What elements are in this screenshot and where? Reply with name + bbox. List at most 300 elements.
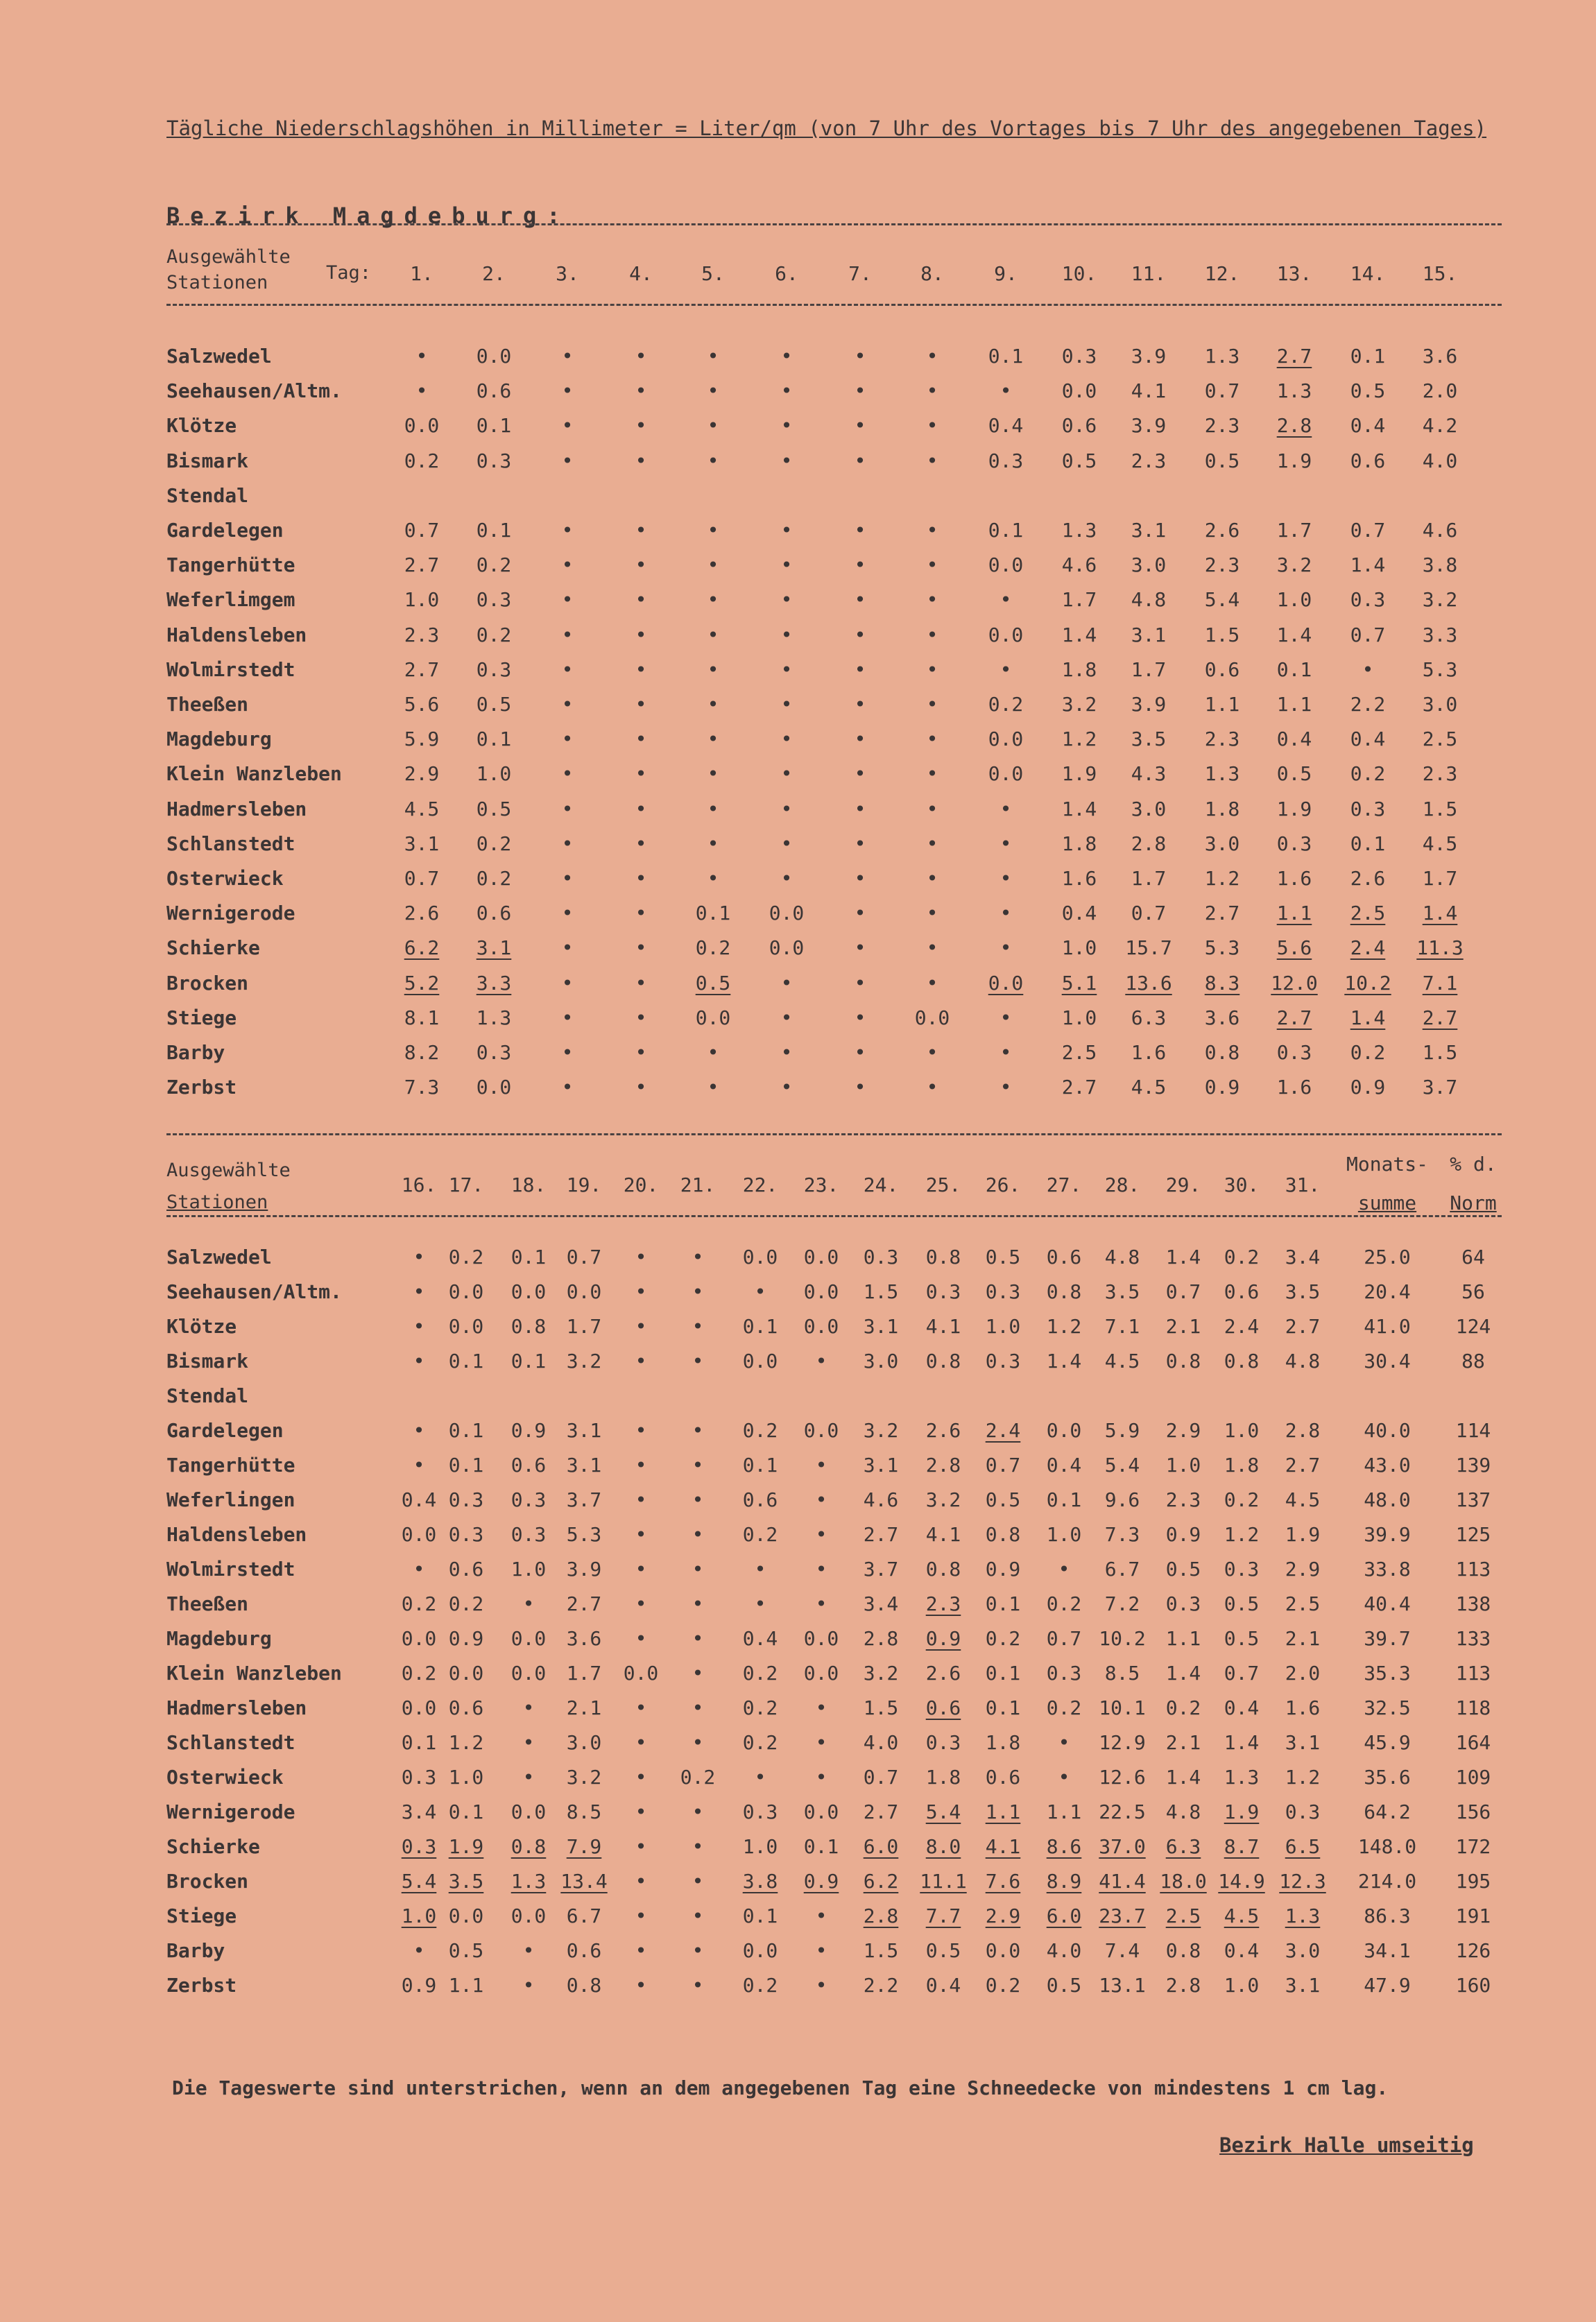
table-cell: 0.7 xyxy=(1350,519,1386,542)
table-cell: 1.9 xyxy=(1276,449,1312,472)
table-cell: 0.0 xyxy=(803,1315,839,1338)
table-cell: • xyxy=(635,902,647,925)
table-cell: 0.0 xyxy=(404,414,440,437)
table-cell: • xyxy=(780,624,793,646)
table-cell: 0.1 xyxy=(742,1315,778,1338)
table-cell: • xyxy=(692,1627,704,1650)
table-cell: • xyxy=(780,345,793,368)
table-cell: • xyxy=(561,519,574,542)
table-cell: • xyxy=(635,1454,647,1477)
station-name: Osterwieck xyxy=(166,1766,284,1789)
table-cell: 126 xyxy=(1455,1939,1491,1962)
table-cell: 0.4 xyxy=(1046,1454,1082,1477)
table-cell: 0.3 xyxy=(476,588,512,611)
table-cell: • xyxy=(561,972,574,995)
table-cell: • xyxy=(635,345,647,368)
table-cell: 6.3 xyxy=(1131,1006,1167,1029)
table-cell: • xyxy=(692,1662,704,1685)
table-cell: 6.2 xyxy=(863,1870,899,1893)
table-cell: 1.1 xyxy=(1276,693,1312,716)
table-cell: • xyxy=(926,449,938,472)
table-cell: 0.0 xyxy=(803,1662,839,1685)
table-cell: • xyxy=(854,902,866,925)
table-cell: 1.4 xyxy=(1165,1766,1201,1789)
table-cell: • xyxy=(780,658,793,681)
table-cell: 2.6 xyxy=(925,1419,961,1442)
table-cell: 2.3 xyxy=(1165,1488,1201,1511)
table-cell: • xyxy=(561,728,574,750)
table-cell: • xyxy=(635,414,647,437)
table-cell: 3.9 xyxy=(1131,693,1167,716)
table-cell: 109 xyxy=(1455,1766,1491,1789)
station-name: Salzwedel xyxy=(166,345,272,368)
table-cell: 0.1 xyxy=(476,519,512,542)
table-cell: • xyxy=(635,1627,647,1650)
header-day: 5. xyxy=(701,262,725,285)
table-cell: • xyxy=(780,588,793,611)
table-cell: 113 xyxy=(1455,1558,1491,1581)
table-cell: 1.1 xyxy=(1276,902,1312,925)
table-cell: • xyxy=(926,972,938,995)
table-cell: • xyxy=(926,798,938,820)
table-cell: 88 xyxy=(1461,1350,1485,1373)
header-day: 24. xyxy=(863,1173,899,1196)
table-cell: 0.1 xyxy=(510,1246,547,1268)
table-cell: 4.5 xyxy=(1131,1076,1167,1099)
table-cell: • xyxy=(692,1315,704,1338)
table-cell: 5.3 xyxy=(1422,658,1458,681)
table-cell: • xyxy=(707,449,719,472)
table-cell: 6.2 xyxy=(404,936,440,959)
table-cell: • xyxy=(854,728,866,750)
header-norm-label: Norm xyxy=(1450,1192,1497,1214)
table-cell: • xyxy=(815,1974,827,1997)
table-cell: 0.7 xyxy=(1046,1627,1082,1650)
table-cell: • xyxy=(854,867,866,890)
table-cell: 0.7 xyxy=(985,1454,1021,1477)
table-cell: 0.1 xyxy=(988,519,1024,542)
table-cell: 3.2 xyxy=(863,1419,899,1442)
table-cell: • xyxy=(692,1974,704,1997)
table-cell: 2.8 xyxy=(1285,1419,1321,1442)
table-cell: 3.2 xyxy=(1422,588,1458,611)
table-cell: 45.9 xyxy=(1364,1731,1411,1754)
table-cell: 1.8 xyxy=(1061,658,1097,681)
table-cell: 1.3 xyxy=(1204,345,1240,368)
table-cell: 0.6 xyxy=(742,1488,778,1511)
table-cell: 0.3 xyxy=(863,1246,899,1268)
station-name: Theeßen xyxy=(166,693,249,716)
table-cell: 0.0 xyxy=(510,1280,547,1303)
header-day: 30. xyxy=(1224,1173,1260,1196)
table-cell: 37.0 xyxy=(1099,1835,1146,1858)
table-cell: 3.9 xyxy=(1131,414,1167,437)
table-cell: 0.3 xyxy=(510,1523,547,1546)
station-name: Gardelegen xyxy=(166,519,284,542)
table-cell: • xyxy=(815,1454,827,1477)
table-cell: 3.4 xyxy=(863,1592,899,1615)
table-cell: 3.2 xyxy=(1276,553,1312,576)
table-cell: 5.4 xyxy=(1204,588,1240,611)
table-cell: 0.1 xyxy=(448,1454,484,1477)
table-cell: 4.0 xyxy=(1422,449,1458,472)
table-cell: 0.5 xyxy=(985,1488,1021,1511)
table-cell: • xyxy=(692,1939,704,1962)
table-cell: 4.8 xyxy=(1285,1350,1321,1373)
table-cell: 0.5 xyxy=(1224,1592,1260,1615)
station-name: Klötze xyxy=(166,1315,237,1338)
table-cell: 0.8 xyxy=(1165,1350,1201,1373)
header-day: 25. xyxy=(925,1173,961,1196)
table-cell: • xyxy=(854,1006,866,1029)
table-cell: • xyxy=(522,1696,535,1719)
table-cell: 1.6 xyxy=(1276,1076,1312,1099)
table-cell: 1.4 xyxy=(1224,1731,1260,1754)
table-cell: • xyxy=(815,1731,827,1754)
table-cell: • xyxy=(561,1006,574,1029)
table-cell: 5.6 xyxy=(1276,936,1312,959)
table-cell: 0.0 xyxy=(769,902,805,925)
table-cell: 0.1 xyxy=(985,1592,1021,1615)
table-cell: 0.1 xyxy=(510,1350,547,1373)
table-cell: • xyxy=(692,1731,704,1754)
table-cell: 0.6 xyxy=(566,1939,602,1962)
table-cell: 1.7 xyxy=(1131,867,1167,890)
station-name: Brocken xyxy=(166,972,249,995)
page-title: Tägliche Niederschlagshöhen in Millimeter = Liter/qm (von 7 Uhr des Vortages bis 7 Uhr des angegebenen Tages) xyxy=(166,117,1487,140)
table-cell: 3.1 xyxy=(1285,1974,1321,1997)
table-cell: 1.0 xyxy=(742,1835,778,1858)
table-cell: • xyxy=(780,1076,793,1099)
table-cell: • xyxy=(635,658,647,681)
table-cell: 22.5 xyxy=(1099,1800,1146,1823)
footer-note: Die Tageswerte sind unterstrichen, wenn an dem angegebenen Tag eine Schneedecke von mindestens 1 cm lag. xyxy=(172,2076,1389,2099)
table-cell: 0.3 xyxy=(1285,1800,1321,1823)
table-cell: • xyxy=(561,936,574,959)
table-cell: 0.3 xyxy=(1224,1558,1260,1581)
header-stations-label: Ausgewählte xyxy=(166,246,291,268)
table-cell: • xyxy=(635,1006,647,1029)
table-cell: 0.1 xyxy=(742,1904,778,1927)
table-cell: 2.5 xyxy=(1165,1904,1201,1927)
table-cell: • xyxy=(707,798,719,820)
table-cell: • xyxy=(1362,658,1374,681)
table-cell: • xyxy=(999,588,1012,611)
table-cell: • xyxy=(999,902,1012,925)
table-cell: 8.5 xyxy=(566,1800,602,1823)
table-cell: • xyxy=(561,588,574,611)
header-day: 16. xyxy=(401,1173,437,1196)
table-cell: • xyxy=(692,1835,704,1858)
table-cell: • xyxy=(692,1904,704,1927)
table-cell: 2.3 xyxy=(1204,728,1240,750)
table-cell: 2.5 xyxy=(1350,902,1386,925)
table-cell: • xyxy=(561,449,574,472)
table-cell: 3.4 xyxy=(401,1800,437,1823)
table-cell: 7.3 xyxy=(404,1076,440,1099)
table-cell: 1.6 xyxy=(1285,1696,1321,1719)
rule-bottom-header xyxy=(166,1215,1502,1217)
station-name: Weferlimgem xyxy=(166,588,295,611)
table-cell: 0.3 xyxy=(1046,1662,1082,1685)
table-cell: 12.9 xyxy=(1099,1731,1146,1754)
table-cell: • xyxy=(854,449,866,472)
table-cell: 3.2 xyxy=(925,1488,961,1511)
table-cell: 3.1 xyxy=(566,1419,602,1442)
table-cell: • xyxy=(999,1076,1012,1099)
table-cell: 3.0 xyxy=(1285,1939,1321,1962)
table-cell: 0.3 xyxy=(1276,832,1312,855)
table-cell: 2.9 xyxy=(1285,1558,1321,1581)
table-cell: 0.2 xyxy=(1046,1696,1082,1719)
table-cell: • xyxy=(926,762,938,785)
table-cell: 0.3 xyxy=(925,1731,961,1754)
table-cell: • xyxy=(692,1523,704,1546)
table-cell: • xyxy=(854,1076,866,1099)
table-cell: 86.3 xyxy=(1364,1904,1411,1927)
table-cell: • xyxy=(780,798,793,820)
table-cell: 2.5 xyxy=(1061,1041,1097,1064)
table-cell: 0.7 xyxy=(1204,379,1240,402)
table-cell: 35.6 xyxy=(1364,1766,1411,1789)
header-day: 14. xyxy=(1350,262,1386,285)
table-cell: 0.6 xyxy=(1350,449,1386,472)
table-cell: 0.4 xyxy=(925,1974,961,1997)
table-cell: 4.8 xyxy=(1131,588,1167,611)
table-cell: 0.3 xyxy=(448,1523,484,1546)
table-cell: 3.1 xyxy=(863,1315,899,1338)
table-cell: 0.3 xyxy=(985,1280,1021,1303)
table-cell: 139 xyxy=(1455,1454,1491,1477)
table-cell: 9.6 xyxy=(1104,1488,1140,1511)
table-cell: 0.0 xyxy=(914,1006,950,1029)
table-cell: • xyxy=(707,379,719,402)
table-cell: 0.6 xyxy=(1046,1246,1082,1268)
table-cell: 2.3 xyxy=(1204,414,1240,437)
table-cell: 0.1 xyxy=(803,1835,839,1858)
table-cell: • xyxy=(635,1800,647,1823)
table-cell: 5.2 xyxy=(404,972,440,995)
station-name: Klötze xyxy=(166,414,237,437)
header-sum-label: summe xyxy=(1357,1192,1417,1214)
table-cell: 124 xyxy=(1455,1315,1491,1338)
table-cell: • xyxy=(522,1974,535,1997)
header-stations-label: Ausgewählte xyxy=(166,1160,291,1181)
table-cell: 191 xyxy=(1455,1904,1491,1927)
table-cell: 0.3 xyxy=(1350,798,1386,820)
table-cell: 13.1 xyxy=(1099,1974,1146,1997)
header-day: 22. xyxy=(742,1173,778,1196)
table-cell: • xyxy=(561,762,574,785)
table-cell: 40.0 xyxy=(1364,1419,1411,1442)
table-cell: 0.9 xyxy=(925,1627,961,1650)
table-cell: • xyxy=(926,624,938,646)
table-cell: • xyxy=(692,1419,704,1442)
table-cell: • xyxy=(754,1280,766,1303)
table-cell: 0.0 xyxy=(803,1246,839,1268)
table-cell: • xyxy=(635,1315,647,1338)
table-cell: 2.6 xyxy=(925,1662,961,1685)
table-cell: • xyxy=(707,588,719,611)
table-cell: • xyxy=(635,519,647,542)
table-cell: • xyxy=(815,1592,827,1615)
table-cell: 0.5 xyxy=(925,1939,961,1962)
table-cell: 2.3 xyxy=(1422,762,1458,785)
table-cell: 1.7 xyxy=(1131,658,1167,681)
table-cell: 0.8 xyxy=(985,1523,1021,1546)
table-cell: 3.9 xyxy=(1131,345,1167,368)
table-cell: 0.3 xyxy=(448,1488,484,1511)
table-cell: • xyxy=(635,449,647,472)
footer-continuation-link[interactable]: Bezirk Halle umseitig xyxy=(1219,2133,1474,2157)
table-cell: 0.6 xyxy=(985,1766,1021,1789)
table-cell: • xyxy=(780,832,793,855)
table-cell: 0.5 xyxy=(1165,1558,1201,1581)
table-cell: 0.5 xyxy=(1061,449,1097,472)
table-cell: 0.1 xyxy=(985,1696,1021,1719)
table-cell: 156 xyxy=(1455,1800,1491,1823)
table-cell: 0.6 xyxy=(476,379,512,402)
table-cell: • xyxy=(635,1558,647,1581)
table-cell: 0.5 xyxy=(1046,1974,1082,1997)
table-cell: 0.1 xyxy=(1046,1488,1082,1511)
table-cell: • xyxy=(780,693,793,716)
table-cell: • xyxy=(926,832,938,855)
table-cell: 0.7 xyxy=(1224,1662,1260,1685)
table-cell: 7.1 xyxy=(1104,1315,1140,1338)
table-cell: 0.0 xyxy=(448,1662,484,1685)
table-cell: 6.3 xyxy=(1165,1835,1201,1858)
table-cell: 2.7 xyxy=(566,1592,602,1615)
table-cell: 0.9 xyxy=(401,1974,437,1997)
table-cell: 1.4 xyxy=(1165,1246,1201,1268)
table-cell: • xyxy=(692,1870,704,1893)
table-cell: • xyxy=(854,936,866,959)
table-cell: 0.0 xyxy=(988,972,1024,995)
table-cell: 0.2 xyxy=(742,1662,778,1685)
table-cell: 4.3 xyxy=(1131,762,1167,785)
table-cell: • xyxy=(1058,1766,1070,1789)
table-cell: 1.1 xyxy=(985,1800,1021,1823)
table-cell: 2.1 xyxy=(1285,1627,1321,1650)
table-cell: 0.9 xyxy=(803,1870,839,1893)
table-cell: 0.1 xyxy=(988,345,1024,368)
table-cell: 0.4 xyxy=(1224,1939,1260,1962)
table-cell: 0.0 xyxy=(448,1315,484,1338)
table-cell: 2.7 xyxy=(863,1523,899,1546)
table-cell: 2.7 xyxy=(404,658,440,681)
table-cell: 3.1 xyxy=(476,936,512,959)
table-cell: 1.5 xyxy=(1422,798,1458,820)
table-cell: 2.9 xyxy=(985,1904,1021,1927)
station-name: Wernigerode xyxy=(166,1800,295,1823)
table-cell: 0.5 xyxy=(985,1246,1021,1268)
table-cell: 0.2 xyxy=(742,1974,778,1997)
table-cell: 0.7 xyxy=(404,867,440,890)
table-cell: 0.1 xyxy=(1350,345,1386,368)
table-cell: 0.2 xyxy=(985,1627,1021,1650)
table-cell: 0.0 xyxy=(803,1800,839,1823)
station-name: Stiege xyxy=(166,1904,237,1927)
table-cell: • xyxy=(926,936,938,959)
table-cell: 1.7 xyxy=(1422,867,1458,890)
table-cell: 5.4 xyxy=(1104,1454,1140,1477)
table-cell: 0.2 xyxy=(448,1246,484,1268)
station-name: Magdeburg xyxy=(166,1627,272,1650)
table-cell: 41.0 xyxy=(1364,1315,1411,1338)
table-cell: 0.0 xyxy=(695,1006,731,1029)
table-cell: • xyxy=(926,379,938,402)
table-cell: 0.3 xyxy=(401,1766,437,1789)
table-cell: 2.3 xyxy=(1204,553,1240,576)
table-cell: 0.4 xyxy=(401,1488,437,1511)
table-cell: • xyxy=(692,1488,704,1511)
table-cell: • xyxy=(561,1076,574,1099)
table-cell: 2.7 xyxy=(1276,1006,1312,1029)
table-cell: 0.0 xyxy=(448,1904,484,1927)
table-cell: 1.4 xyxy=(1276,624,1312,646)
table-cell: 3.1 xyxy=(1131,519,1167,542)
table-cell: 1.4 xyxy=(1046,1350,1082,1373)
table-cell: 2.7 xyxy=(863,1800,899,1823)
header-day: 10. xyxy=(1061,262,1097,285)
table-cell: • xyxy=(635,1696,647,1719)
header-day: 21. xyxy=(680,1173,716,1196)
table-cell: 12.6 xyxy=(1099,1766,1146,1789)
header-day: 31. xyxy=(1285,1173,1321,1196)
table-cell: 2.8 xyxy=(863,1904,899,1927)
table-cell: 3.6 xyxy=(566,1627,602,1650)
table-cell: • xyxy=(926,693,938,716)
table-cell: 3.0 xyxy=(1204,832,1240,855)
table-cell: 2.7 xyxy=(1422,1006,1458,1029)
table-cell: • xyxy=(635,1419,647,1442)
table-cell: 0.3 xyxy=(476,449,512,472)
table-cell: 2.5 xyxy=(1422,728,1458,750)
table-cell: • xyxy=(926,519,938,542)
table-cell: 3.2 xyxy=(566,1766,602,1789)
table-cell: 1.8 xyxy=(925,1766,961,1789)
table-cell: • xyxy=(780,867,793,890)
table-cell: 1.0 xyxy=(401,1904,437,1927)
table-cell: • xyxy=(561,693,574,716)
table-cell: 1.3 xyxy=(1285,1904,1321,1927)
table-cell: • xyxy=(815,1488,827,1511)
table-cell: 2.2 xyxy=(863,1974,899,1997)
table-cell: 0.4 xyxy=(988,414,1024,437)
table-cell: • xyxy=(635,1350,647,1373)
table-cell: 0.2 xyxy=(476,624,512,646)
header-day: 15. xyxy=(1422,262,1458,285)
table-cell: 8.7 xyxy=(1224,1835,1260,1858)
table-cell: 0.0 xyxy=(742,1939,778,1962)
table-cell: 4.0 xyxy=(1046,1939,1082,1962)
table-cell: 1.7 xyxy=(1061,588,1097,611)
table-cell: 1.0 xyxy=(510,1558,547,1581)
table-cell: 3.0 xyxy=(1422,693,1458,716)
table-cell: 0.3 xyxy=(1276,1041,1312,1064)
header-day: 3. xyxy=(556,262,579,285)
table-cell: • xyxy=(635,1523,647,1546)
table-cell: 0.9 xyxy=(1350,1076,1386,1099)
table-cell: 0.0 xyxy=(988,624,1024,646)
table-cell: 4.1 xyxy=(985,1835,1021,1858)
table-cell: 6.0 xyxy=(1046,1904,1082,1927)
table-cell: 1.4 xyxy=(1165,1662,1201,1685)
table-cell: 0.1 xyxy=(1350,832,1386,855)
table-cell: 56 xyxy=(1461,1280,1485,1303)
table-cell: • xyxy=(415,379,428,402)
